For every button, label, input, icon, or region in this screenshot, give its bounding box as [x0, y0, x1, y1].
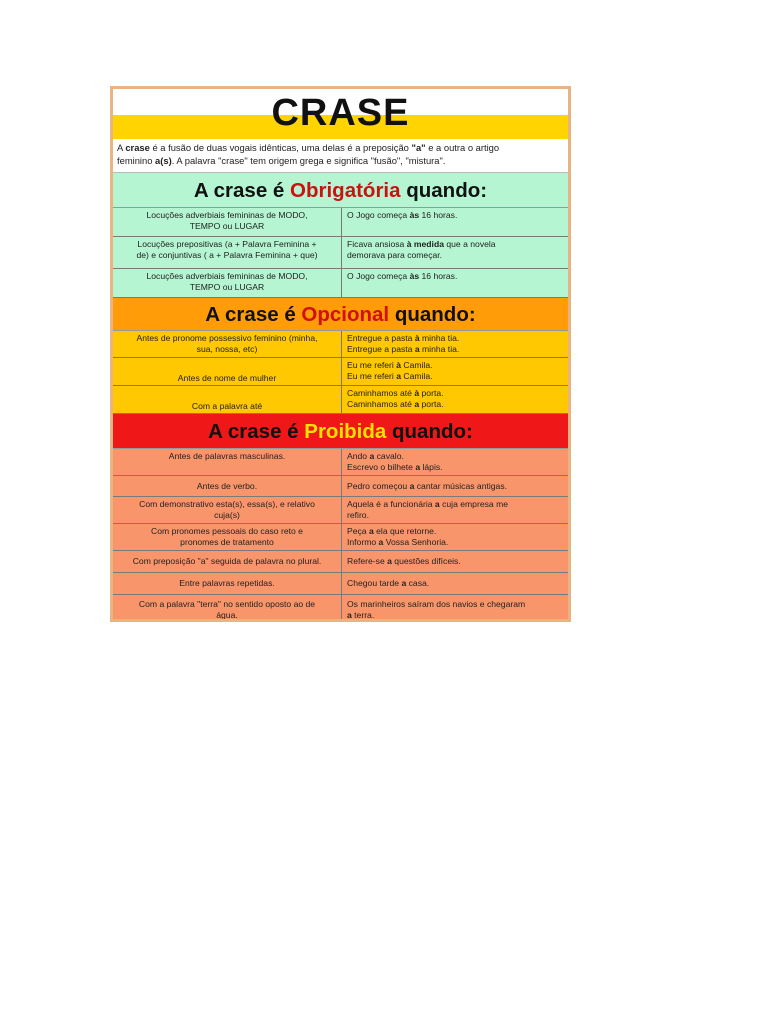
example-pre: Pedro começou [347, 480, 410, 491]
intro-text: feminino [117, 155, 156, 166]
section-proibida [113, 414, 568, 622]
rule-text: Antes de verbo. [196, 480, 258, 491]
example-cell [342, 358, 568, 385]
example-post: minha tia. [419, 344, 460, 354]
example-post: cuja empresa me [439, 499, 509, 509]
example-pre: O Jogo começa [347, 271, 410, 281]
section-opcional [113, 298, 568, 414]
example-pre: Entregue a pasta [347, 344, 415, 354]
example-cell [342, 331, 568, 357]
example-text [347, 399, 564, 410]
rule-cell [113, 551, 342, 572]
example-text [347, 451, 564, 462]
example-post: questões difíceis. [391, 556, 461, 566]
example-pre: Chegou tarde [347, 578, 402, 588]
example-bold: à medida [406, 239, 444, 249]
rule-cell [113, 573, 342, 594]
example-text [347, 537, 564, 548]
example-cell [342, 524, 568, 550]
example-text [347, 388, 564, 399]
intro-bold: a(s) [155, 155, 172, 166]
intro-line-1 [117, 141, 565, 154]
example-pre: Refere-se [347, 556, 388, 566]
example-post: casa. [406, 578, 430, 588]
example-pre: refiro. [347, 510, 369, 520]
example-post: porta. [419, 399, 444, 409]
header-highlight: Obrigatória [290, 179, 401, 202]
example-bold: a [369, 451, 375, 461]
example-pre: Eu me referi [347, 360, 397, 370]
example-text [347, 462, 564, 473]
rule-text: Com pronomes pessoais do caso reto e [151, 526, 303, 536]
table-row [113, 573, 568, 595]
rule-text: Antes de nome de mulher [177, 373, 277, 383]
rule-cell [113, 358, 342, 385]
example-bold: a [409, 480, 415, 491]
example-bold: a [414, 399, 420, 409]
rule-text: Com demonstrativo esta(s), essa(s), e relativo [139, 499, 315, 509]
example-text [347, 250, 564, 261]
intro-paragraph [113, 139, 568, 173]
example-text [347, 481, 564, 492]
example-text [347, 510, 564, 521]
example-bold: a [401, 578, 407, 588]
example-cell [342, 449, 568, 475]
example-bold: a [396, 371, 401, 381]
table-row [113, 331, 568, 358]
intro-line-2 [117, 154, 565, 167]
example-post: porta. [419, 388, 444, 398]
rule-text: Locuções prepositivas (a + Palavra Feminina + [137, 239, 317, 249]
example-cell [342, 208, 568, 236]
rule-text: Com a palavra "terra" no sentido oposto ao de [138, 599, 316, 609]
intro-text: e a outra o artigo [425, 142, 500, 153]
rule-cell [113, 269, 342, 297]
example-bold: a [347, 610, 352, 620]
table-row [113, 476, 568, 497]
rule-text: cuja(s) [214, 510, 240, 520]
example-pre: Os marinheiros saíram dos navios e chegaram [347, 599, 526, 609]
example-post: 16 horas. [419, 271, 458, 281]
example-text [347, 499, 564, 510]
example-text [347, 556, 564, 567]
example-post: terra. [351, 610, 375, 620]
example-text [347, 610, 564, 621]
rule-text: sua, nossa, etc) [196, 344, 258, 354]
example-text [347, 333, 564, 344]
example-pre: demorava para começar. [347, 250, 443, 260]
example-cell [342, 595, 568, 622]
example-text [347, 239, 564, 250]
example-post: Camila. [400, 360, 433, 370]
table-row [113, 386, 568, 414]
rule-cell [113, 595, 342, 622]
example-bold: a [414, 344, 420, 354]
rule-text: Com preposição "a" seguida de palavra no plural. [132, 556, 322, 566]
example-text [347, 371, 564, 382]
example-text [347, 271, 564, 282]
rule-text: Locuções adverbiais femininas de MODO, [146, 210, 308, 220]
example-post: lápis. [420, 462, 443, 472]
table-row [113, 524, 568, 551]
table-row [113, 237, 568, 269]
example-post: cavalo. [374, 451, 404, 461]
example-pre: Caminhamos até [347, 399, 415, 409]
section-obrigatoria [113, 173, 568, 298]
rule-text: Antes de palavras masculinas. [168, 451, 286, 461]
example-bold: à [414, 333, 420, 343]
example-cell [342, 573, 568, 594]
example-bold: a [368, 526, 374, 536]
table-row [113, 358, 568, 386]
example-bold: à [414, 388, 420, 398]
rule-cell [113, 331, 342, 357]
rule-cell [113, 449, 342, 475]
example-pre: Aquela é a funcionária [347, 499, 435, 509]
example-post: cantar músicas antigas. [414, 480, 508, 491]
section-header-obrigatoria [113, 173, 568, 208]
example-bold: às [409, 271, 420, 281]
example-text [347, 599, 564, 610]
rule-cell [113, 497, 342, 523]
example-cell [342, 551, 568, 572]
table-row [113, 497, 568, 524]
example-post: ela que retorne. [373, 526, 437, 536]
intro-text: A [117, 142, 126, 153]
example-text [347, 526, 564, 537]
section-header-proibida [113, 414, 568, 449]
example-text [347, 210, 564, 221]
rule-text: água. [216, 610, 238, 620]
example-cell [342, 497, 568, 523]
example-text [347, 578, 564, 589]
header-prefix: A crase é [193, 179, 291, 202]
title-band [113, 89, 568, 139]
example-post: minha tia. [419, 333, 460, 343]
header-prefix: A crase é [208, 420, 305, 443]
rule-text: TEMPO ou LUGAR [189, 282, 265, 292]
intro-bold: crase [125, 142, 150, 153]
example-post: 16 horas. [419, 210, 458, 220]
example-pre: Caminhamos até [347, 388, 415, 398]
header-suffix: quando: [386, 420, 473, 443]
rule-text: Com a palavra até [191, 401, 263, 411]
header-highlight: Proibida [304, 420, 387, 443]
example-pre: Escrevo o bilhete [347, 462, 416, 472]
rule-text: pronomes de tratamento [180, 537, 274, 547]
table-row [113, 551, 568, 573]
example-pre: Informo [347, 537, 379, 547]
example-cell [342, 237, 568, 268]
example-pre: Eu me referi [347, 371, 397, 381]
example-cell [342, 386, 568, 413]
rule-text: Locuções adverbiais femininas de MODO, [146, 271, 308, 281]
table-row [113, 208, 568, 237]
table-row [113, 269, 568, 298]
table-row [113, 595, 568, 622]
example-pre: Ficava ansiosa [347, 239, 407, 249]
crase-poster [110, 86, 571, 622]
header-suffix: quando: [389, 303, 476, 326]
example-text [347, 344, 564, 355]
header-prefix: A crase é [205, 303, 302, 326]
example-text [347, 360, 564, 371]
example-bold: à [396, 360, 401, 370]
rule-cell [113, 208, 342, 236]
intro-bold: "a" [411, 142, 426, 153]
example-post: Vossa Senhoria. [383, 537, 449, 547]
example-bold: a [387, 556, 392, 566]
example-cell [342, 476, 568, 496]
table-row [113, 449, 568, 476]
example-post: Camila. [400, 371, 433, 381]
example-bold: a [415, 462, 421, 472]
rule-text: TEMPO ou LUGAR [189, 221, 265, 231]
example-bold: a [434, 499, 440, 509]
example-bold: às [409, 210, 420, 220]
example-pre: O Jogo começa [347, 210, 410, 220]
rule-cell [113, 386, 342, 413]
rule-text: de) e conjuntivas ( a + Palavra Feminina + que) [136, 250, 318, 260]
rule-cell [113, 476, 342, 496]
example-post: que a novela [443, 239, 496, 249]
section-header-opcional [113, 298, 568, 331]
rule-text: Entre palavras repetidas. [179, 578, 275, 588]
rule-cell [113, 237, 342, 268]
rule-text: Antes de pronome possessivo feminino (minha, [136, 333, 318, 343]
example-pre: Ando [347, 451, 370, 461]
rule-cell [113, 524, 342, 550]
intro-text: . A palavra "crase" tem origem grega e significa "fusão", "mistura". [171, 155, 446, 166]
header-highlight: Opcional [301, 303, 390, 326]
example-pre: Entregue a pasta [347, 333, 415, 343]
header-suffix: quando: [400, 179, 488, 202]
example-cell [342, 269, 568, 297]
page-title: CRASE [271, 92, 410, 134]
intro-text: é a fusão de duas vogais idênticas, uma delas é a preposição [149, 142, 412, 153]
example-bold: a [378, 537, 384, 547]
example-pre: Peça [347, 526, 369, 536]
